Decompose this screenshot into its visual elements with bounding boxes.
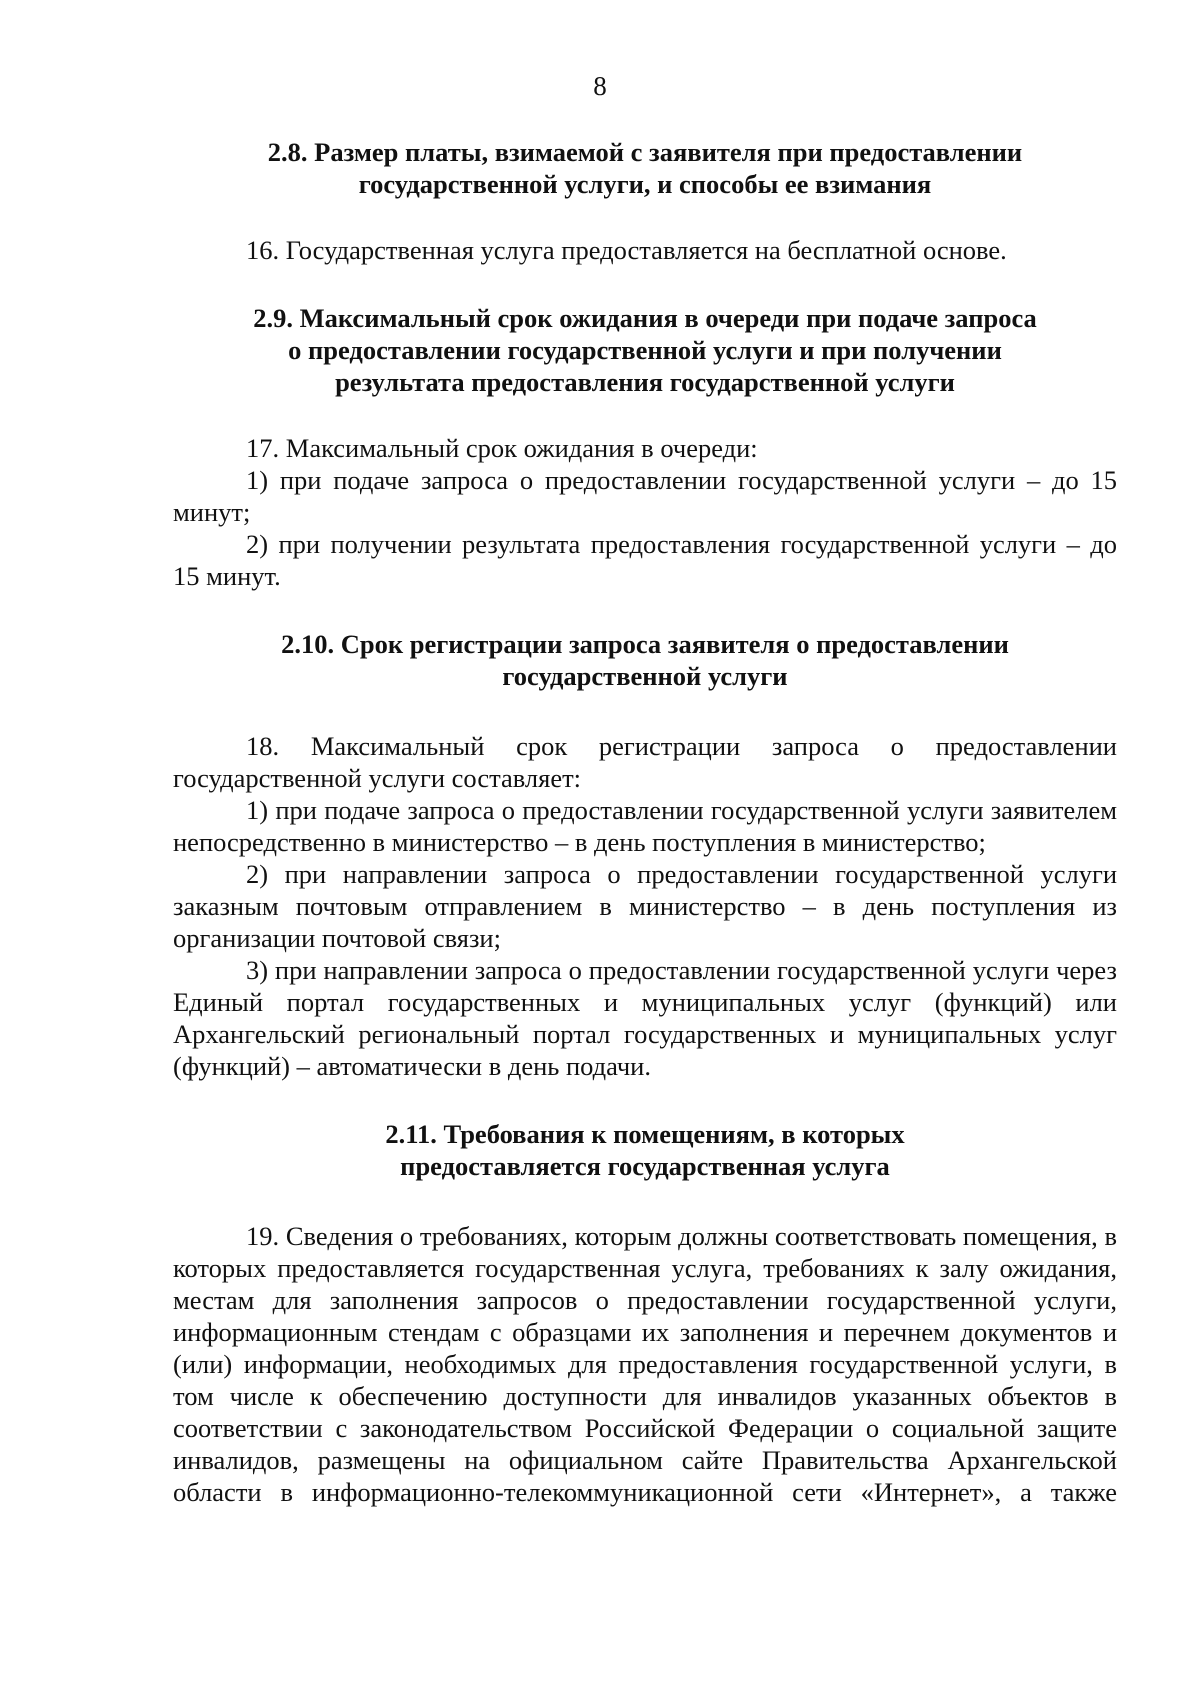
paragraph-18: 18. Максимальный срок регистрации запроса о предоставлении государственной услуги составляет: [173, 731, 1117, 793]
heading-line: результата предоставления государственной услуги [335, 367, 955, 397]
section-heading-2-9 [173, 302, 1117, 398]
heading-line: о предоставлении государственной услуги и при получении [288, 335, 1002, 365]
section-heading-2-8 [173, 136, 1117, 200]
heading-line: государственной услуги, и способы ее взимания [358, 169, 932, 199]
paragraph-18-item-2: 2) при направлении запроса о предоставлении государственной услуги заказным почтовым отправлением в министерство – в день поступления из организации почтовой связи; [173, 859, 1117, 953]
paragraph-17-item-1: 1) при подаче запроса о предоставлении государственной услуги – до 15 минут; [173, 465, 1117, 527]
heading-line: 2.10. Срок регистрации запроса заявителя о предоставлении [281, 629, 1009, 659]
section-heading-2-11 [173, 1118, 1117, 1182]
paragraph-17-item-2: 2) при получении результата предоставления государственной услуги – до 15 минут. [173, 529, 1117, 591]
heading-line: государственной услуги [502, 661, 788, 691]
heading-line: предоставляется государственная услуга [400, 1151, 890, 1181]
heading-line: 2.9. Максимальный срок ожидания в очереди при подаче запроса [253, 303, 1037, 333]
paragraph-19: 19. Сведения о требованиях, которым должны соответствовать помещения, в которых предоставляется государственная услуга, требованиях к залу ожидания, местам для заполнения запросов о предоставлении государственной услуги, информационным стендам с образцами их заполнения и перечнем документов и (или) информации, необходимых для предоставления государственной услуги, в том числе к обеспечению доступности для инвалидов указанных объектов в соответствии с законодательством Российской Федерации о социальной защите инвалидов, размещены на официальном сайте Правительства Архангельской области в информационно-телекоммуникационной сети «Интернет», а также [173, 1221, 1117, 1507]
page-number: 8 [593, 71, 607, 101]
document-body [173, 136, 1117, 1508]
heading-line: 2.11. Требования к помещениям, в которых [385, 1119, 905, 1149]
paragraph-17: 17. Максимальный срок ожидания в очереди: [246, 433, 758, 463]
heading-line: 2.8. Размер платы, взимаемой с заявителя при предоставлении [267, 137, 1023, 167]
section-heading-2-10 [173, 628, 1117, 692]
paragraph-16: 16. Государственная услуга предоставляется на бесплатной основе. [246, 235, 1007, 265]
paragraph-18-item-3: 3) при направлении запроса о предоставлении государственной услуги через Единый портал государственных и муниципальных услуг (функций) или Архангельский региональный портал государственных и муниципальных услуг (функций) – автоматически в день подачи. [173, 955, 1117, 1081]
paragraph-18-item-1: 1) при подаче запроса о предоставлении государственной услуги заявителем непосредственно в министерство – в день поступления в министерство; [173, 795, 1117, 857]
